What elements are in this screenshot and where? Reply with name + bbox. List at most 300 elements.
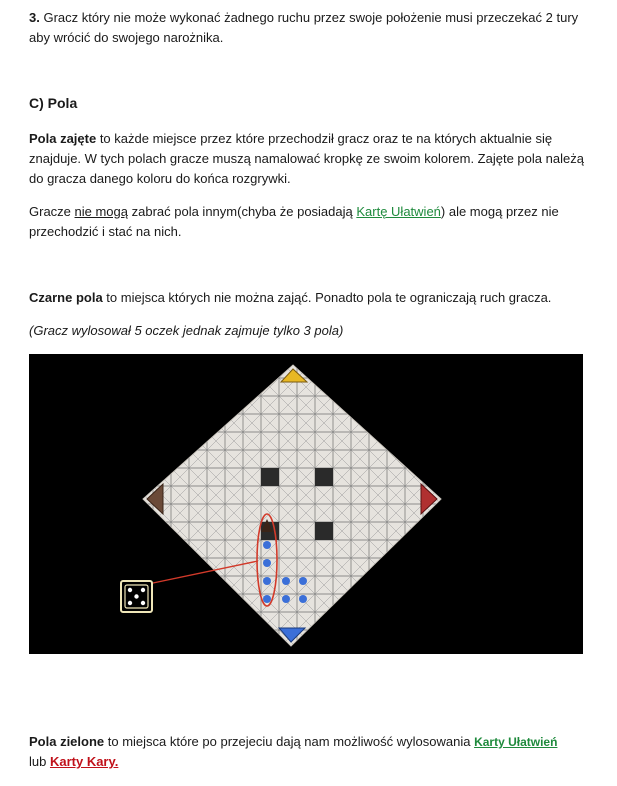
- grid-diagonal: [135, 450, 153, 468]
- grid-diagonal: [153, 576, 171, 594]
- grid-diagonal: [405, 648, 423, 654]
- grid-diagonal: [423, 378, 441, 396]
- grid-diagonal: [441, 522, 459, 540]
- grid-diagonal: [189, 432, 207, 450]
- grid-diagonal: [405, 648, 423, 654]
- grid-diagonal: [423, 612, 441, 630]
- grid-diagonal: [189, 648, 207, 654]
- grid-diagonal: [207, 594, 225, 612]
- grid-diagonal: [423, 558, 441, 576]
- grid-diagonal: [243, 648, 261, 654]
- grid-diagonal: [243, 612, 261, 630]
- grid-diagonal: [153, 648, 171, 654]
- grid-diagonal: [153, 396, 171, 414]
- grid-diagonal: [225, 612, 243, 630]
- grid-diagonal: [189, 612, 207, 630]
- grid-diagonal: [387, 630, 405, 648]
- grid-diagonal: [135, 612, 153, 630]
- grid-diagonal: [153, 432, 171, 450]
- grid-diagonal: [135, 522, 153, 540]
- grid-diagonal: [351, 360, 369, 378]
- grid-diagonal: [423, 468, 441, 486]
- grid-diagonal: [171, 630, 189, 648]
- grid-diagonal: [207, 612, 225, 630]
- grid-diagonal: [423, 378, 441, 396]
- rule-number: 3.: [29, 10, 40, 25]
- grid-diagonal: [207, 378, 225, 396]
- grid-diagonal: [135, 648, 153, 654]
- grid-diagonal: [441, 468, 459, 486]
- grid-diagonal: [405, 630, 423, 648]
- grid-diagonal: [351, 630, 369, 648]
- grid-diagonal: [387, 414, 405, 432]
- grid-diagonal: [207, 396, 225, 414]
- grid-diagonal: [441, 450, 459, 468]
- grid-diagonal: [261, 648, 279, 654]
- grid-diagonal: [333, 612, 351, 630]
- grid-diagonal: [441, 630, 459, 648]
- grid-diagonal: [351, 630, 369, 648]
- grid-diagonal: [423, 396, 441, 414]
- grid-diagonal: [369, 360, 387, 378]
- grid-diagonal: [243, 360, 261, 378]
- grid-diagonal: [153, 612, 171, 630]
- grid-diagonal: [423, 450, 441, 468]
- grid-diagonal: [207, 648, 225, 654]
- grid-diagonal: [135, 432, 153, 450]
- grid-diagonal: [441, 612, 459, 630]
- grid-diagonal: [441, 576, 459, 594]
- grid-diagonal: [315, 360, 333, 378]
- grid-diagonal: [423, 432, 441, 450]
- grid-diagonal: [207, 360, 225, 378]
- grid-diagonal: [405, 414, 423, 432]
- grid-diagonal: [387, 360, 405, 378]
- grid-diagonal: [225, 396, 243, 414]
- grid-diagonal: [189, 414, 207, 432]
- grid-diagonal: [333, 378, 351, 396]
- grid-diagonal: [405, 432, 423, 450]
- grid-diagonal: [423, 432, 441, 450]
- grid-diagonal: [441, 558, 459, 576]
- occupied-term: Pola zajęte: [29, 131, 97, 146]
- grid-diagonal: [405, 450, 423, 468]
- grid-diagonal: [297, 648, 315, 654]
- grid-diagonal: [441, 396, 459, 414]
- grid-diagonal: [207, 396, 225, 414]
- grid-diagonal: [369, 630, 387, 648]
- grid-diagonal: [171, 594, 189, 612]
- grid-diagonal: [153, 630, 171, 648]
- grid-diagonal: [387, 576, 405, 594]
- grid-diagonal: [189, 612, 207, 630]
- or-text: lub: [29, 754, 50, 769]
- grid-diagonal: [387, 378, 405, 396]
- grid-diagonal: [405, 558, 423, 576]
- grid-diagonal: [423, 630, 441, 648]
- grid-diagonal: [441, 648, 459, 654]
- grid-diagonal: [135, 630, 153, 648]
- grid-diagonal: [243, 630, 261, 648]
- grid-diagonal: [333, 360, 351, 378]
- grid-diagonal: [153, 414, 171, 432]
- grid-diagonal: [135, 414, 153, 432]
- grid-diagonal: [189, 594, 207, 612]
- grid-diagonal: [279, 648, 297, 654]
- grid-diagonal: [333, 612, 351, 630]
- black-field: [315, 522, 333, 540]
- grid-diagonal: [423, 576, 441, 594]
- grid-diagonal: [207, 414, 225, 432]
- grid-diagonal: [441, 648, 459, 654]
- grid-diagonal: [387, 612, 405, 630]
- green-fields-paragraph: [29, 732, 587, 772]
- grid-diagonal: [423, 540, 441, 558]
- grid-diagonal: [405, 360, 423, 378]
- grid-diagonal: [171, 360, 189, 378]
- easement-cards-link[interactable]: Karty Ułatwień: [474, 735, 558, 749]
- grid-diagonal: [423, 468, 441, 486]
- grid-diagonal: [441, 432, 459, 450]
- grid-diagonal: [369, 396, 387, 414]
- grid-diagonal: [171, 378, 189, 396]
- grid-diagonal: [369, 414, 387, 432]
- grid-diagonal: [171, 432, 189, 450]
- grid-diagonal: [351, 594, 369, 612]
- grid-diagonal: [423, 594, 441, 612]
- grid-diagonal: [387, 558, 405, 576]
- grid-diagonal: [405, 612, 423, 630]
- grid-diagonal: [387, 396, 405, 414]
- grid-diagonal: [441, 576, 459, 594]
- grid-diagonal: [243, 648, 261, 654]
- grid-diagonal: [423, 648, 441, 654]
- grid-diagonal: [315, 612, 333, 630]
- grid-diagonal: [441, 486, 459, 504]
- grid-diagonal: [441, 414, 459, 432]
- grid-diagonal: [333, 648, 351, 654]
- grid-diagonal: [153, 558, 171, 576]
- cannot-text: nie mogą: [74, 204, 128, 219]
- grid-diagonal: [243, 378, 261, 396]
- grid-diagonal: [369, 414, 387, 432]
- grid-diagonal: [387, 414, 405, 432]
- grid-diagonal: [333, 630, 351, 648]
- grid-diagonal: [351, 396, 369, 414]
- grid-diagonal: [153, 576, 171, 594]
- grid-diagonal: [171, 612, 189, 630]
- grid-diagonal: [153, 414, 171, 432]
- grid-diagonal: [423, 648, 441, 654]
- example-note: (Gracz wylosował 5 oczek jednak zajmuje tylko 3 pola): [29, 323, 344, 338]
- grid-diagonal: [135, 558, 153, 576]
- grid-diagonal: [153, 630, 171, 648]
- penalty-cards-link[interactable]: Karty Kary.: [49, 754, 119, 769]
- grid-diagonal: [387, 396, 405, 414]
- grid-diagonal: [153, 558, 171, 576]
- black-field: [261, 468, 279, 486]
- grid-diagonal: [441, 504, 459, 522]
- grid-diagonal: [135, 522, 153, 540]
- grid-diagonal: [441, 594, 459, 612]
- grid-diagonal: [441, 396, 459, 414]
- grid-diagonal: [369, 594, 387, 612]
- grid-diagonal: [225, 630, 243, 648]
- grid-diagonal: [387, 594, 405, 612]
- grid-diagonal: [387, 360, 405, 378]
- grid-diagonal: [423, 414, 441, 432]
- grid-diagonal: [405, 396, 423, 414]
- grid-diagonal: [423, 630, 441, 648]
- grid-diagonal: [423, 558, 441, 576]
- grid-diagonal: [351, 378, 369, 396]
- grid-diagonal: [171, 396, 189, 414]
- grid-diagonal: [171, 414, 189, 432]
- grid-diagonal: [369, 576, 387, 594]
- grid-diagonal: [423, 576, 441, 594]
- grid-diagonal: [135, 630, 153, 648]
- grid-diagonal: [441, 594, 459, 612]
- grid-diagonal: [315, 648, 333, 654]
- grid-diagonal: [441, 540, 459, 558]
- grid-diagonal: [351, 648, 369, 654]
- grid-diagonal: [369, 648, 387, 654]
- grid-diagonal: [171, 648, 189, 654]
- grid-diagonal: [351, 378, 369, 396]
- grid-diagonal: [135, 360, 153, 378]
- grid-diagonal: [189, 360, 207, 378]
- taking-part3: ) ale mogą przez nie przechodzić i stać na nich.: [29, 204, 559, 239]
- grid-diagonal: [387, 576, 405, 594]
- grid-diagonal: [207, 630, 225, 648]
- grid-diagonal: [405, 594, 423, 612]
- grid-diagonal: [207, 360, 225, 378]
- grid-diagonal: [171, 558, 189, 576]
- grid-diagonal: [153, 540, 171, 558]
- grid-diagonal: [405, 576, 423, 594]
- grid-diagonal: [225, 648, 243, 654]
- grid-diagonal: [153, 594, 171, 612]
- grid-diagonal: [369, 378, 387, 396]
- grid-diagonal: [423, 360, 441, 378]
- grid-diagonal: [171, 630, 189, 648]
- grid-diagonal: [189, 378, 207, 396]
- grid-diagonal: [153, 432, 171, 450]
- grid-diagonal: [387, 432, 405, 450]
- grid-diagonal: [405, 414, 423, 432]
- grid-diagonal: [387, 648, 405, 654]
- grid-diagonal: [351, 612, 369, 630]
- grid-diagonal: [171, 648, 189, 654]
- grid-diagonal: [387, 432, 405, 450]
- grid-diagonal: [279, 648, 297, 654]
- black-field: [315, 468, 333, 486]
- grid-diagonal: [441, 558, 459, 576]
- grid-diagonal: [243, 378, 261, 396]
- grid-diagonal: [405, 576, 423, 594]
- taking-part2: zabrać pola innym(chyba że posiadają: [128, 204, 357, 219]
- grid-diagonal: [171, 360, 189, 378]
- grid-diagonal: [441, 360, 459, 378]
- grid-diagonal: [297, 648, 315, 654]
- grid-diagonal: [315, 630, 333, 648]
- grid-diagonal: [225, 594, 243, 612]
- grid-diagonal: [423, 522, 441, 540]
- grid-diagonal: [225, 594, 243, 612]
- grid-diagonal: [189, 414, 207, 432]
- grid-diagonal: [333, 378, 351, 396]
- grid-diagonal: [441, 630, 459, 648]
- grid-diagonal: [369, 648, 387, 654]
- grid-diagonal: [135, 378, 153, 396]
- grid-diagonal: [387, 594, 405, 612]
- grid-diagonal: [189, 360, 207, 378]
- grid-diagonal: [153, 378, 171, 396]
- grid-diagonal: [171, 594, 189, 612]
- grid-diagonal: [225, 612, 243, 630]
- grid-diagonal: [405, 540, 423, 558]
- occupied-text: to każde miejsce przez które przechodził gracz oraz te na których aktualnie się znajduje. W tych polach gracze muszą namalować kropkę ze swoim kolorem. Zajęte pola należą do gracza danego koloru do końca rozgrywki.: [29, 131, 584, 186]
- taking-paragraph: [29, 202, 589, 242]
- grid-diagonal: [369, 630, 387, 648]
- grid-diagonal: [207, 378, 225, 396]
- grid-diagonal: [405, 612, 423, 630]
- black-text: to miejsca których nie można zająć. Ponadto pola te ograniczają ruch gracza.: [102, 290, 552, 305]
- grid-diagonal: [441, 468, 459, 486]
- section-title: C) Pola: [29, 95, 78, 111]
- grid-diagonal: [369, 360, 387, 378]
- grid-diagonal: [441, 414, 459, 432]
- grid-diagonal: [387, 630, 405, 648]
- grid-diagonal: [351, 396, 369, 414]
- grid-diagonal: [207, 612, 225, 630]
- grid-diagonal: [189, 396, 207, 414]
- black-fields-paragraph: [29, 288, 589, 308]
- grid-diagonal: [153, 378, 171, 396]
- grid-diagonal: [405, 378, 423, 396]
- grid-diagonal: [153, 450, 171, 468]
- grid-diagonal: [387, 648, 405, 654]
- grid-diagonal: [261, 360, 279, 378]
- grid-diagonal: [135, 360, 153, 378]
- rule-3-paragraph: [29, 8, 589, 48]
- grid-diagonal: [153, 648, 171, 654]
- grid-diagonal: [351, 648, 369, 654]
- grid-diagonal: [369, 612, 387, 630]
- grid-diagonal: [243, 630, 261, 648]
- grid-diagonal: [369, 612, 387, 630]
- grid-diagonal: [189, 630, 207, 648]
- grid-diagonal: [351, 594, 369, 612]
- grid-diagonal: [171, 414, 189, 432]
- grid-diagonal: [135, 450, 153, 468]
- grid-diagonal: [369, 396, 387, 414]
- taking-part1: Gracze: [29, 204, 75, 219]
- grid-diagonal: [405, 396, 423, 414]
- grid-diagonal: [135, 468, 153, 486]
- grid-diagonal: [333, 630, 351, 648]
- grid-diagonal: [405, 360, 423, 378]
- grid-diagonal: [423, 522, 441, 540]
- die-icon: [121, 581, 152, 612]
- grid-diagonal: [261, 360, 279, 378]
- grid-diagonal: [333, 360, 351, 378]
- grid-diagonal: [135, 558, 153, 576]
- grid-diagonal: [135, 378, 153, 396]
- board-photo: [29, 354, 583, 654]
- grid-diagonal: [225, 648, 243, 654]
- grid-diagonal: [441, 486, 459, 504]
- grid-diagonal: [441, 378, 459, 396]
- grid-diagonal: [153, 450, 171, 468]
- grid-diagonal: [423, 540, 441, 558]
- grid-diagonal: [423, 396, 441, 414]
- grid-diagonal: [135, 540, 153, 558]
- grid-diagonal: [423, 414, 441, 432]
- grid-diagonal: [135, 612, 153, 630]
- grid-diagonal: [225, 396, 243, 414]
- green-term: Pola zielone: [29, 734, 105, 749]
- grid-diagonal: [171, 396, 189, 414]
- grid-diagonal: [351, 360, 369, 378]
- grid-diagonal: [153, 396, 171, 414]
- grid-diagonal: [243, 612, 261, 630]
- easement-card-link[interactable]: Kartę Ułatwień: [356, 204, 441, 219]
- grid-diagonal: [207, 594, 225, 612]
- grid-diagonal: [207, 576, 225, 594]
- board-illustration: [29, 354, 583, 654]
- grid-diagonal: [423, 612, 441, 630]
- grid-diagonal: [207, 648, 225, 654]
- grid-diagonal: [369, 378, 387, 396]
- grid-diagonal: [369, 576, 387, 594]
- grid-diagonal: [189, 648, 207, 654]
- grid-diagonal: [261, 648, 279, 654]
- grid-diagonal: [315, 648, 333, 654]
- grid-diagonal: [423, 450, 441, 468]
- grid-diagonal: [135, 396, 153, 414]
- grid-diagonal: [243, 360, 261, 378]
- grid-diagonal: [153, 594, 171, 612]
- grid-diagonal: [135, 468, 153, 486]
- grid-diagonal: [405, 378, 423, 396]
- grid-diagonal: [189, 576, 207, 594]
- grid-diagonal: [189, 396, 207, 414]
- grid-diagonal: [207, 576, 225, 594]
- grid-diagonal: [315, 630, 333, 648]
- grid-diagonal: [405, 432, 423, 450]
- grid-diagonal: [135, 432, 153, 450]
- grid-diagonal: [153, 540, 171, 558]
- grid-diagonal: [423, 594, 441, 612]
- grid-diagonal: [135, 648, 153, 654]
- grid-diagonal: [189, 630, 207, 648]
- grid-diagonal: [207, 630, 225, 648]
- grid-diagonal: [315, 360, 333, 378]
- grid-diagonal: [135, 540, 153, 558]
- grid-diagonal: [261, 630, 279, 648]
- grid-diagonal: [225, 630, 243, 648]
- black-term: Czarne pola: [29, 290, 103, 305]
- grid-diagonal: [405, 558, 423, 576]
- grid-diagonal: [387, 612, 405, 630]
- grid-diagonal: [333, 648, 351, 654]
- grid-diagonal: [423, 360, 441, 378]
- grid-diagonal: [225, 360, 243, 378]
- grid-diagonal: [405, 450, 423, 468]
- grid-diagonal: [171, 378, 189, 396]
- rule-3-text: Gracz który nie może wykonać żadnego ruchu przez swoje położenie musi przeczekać 2 tury aby wrócić do swojego narożnika.: [29, 10, 579, 45]
